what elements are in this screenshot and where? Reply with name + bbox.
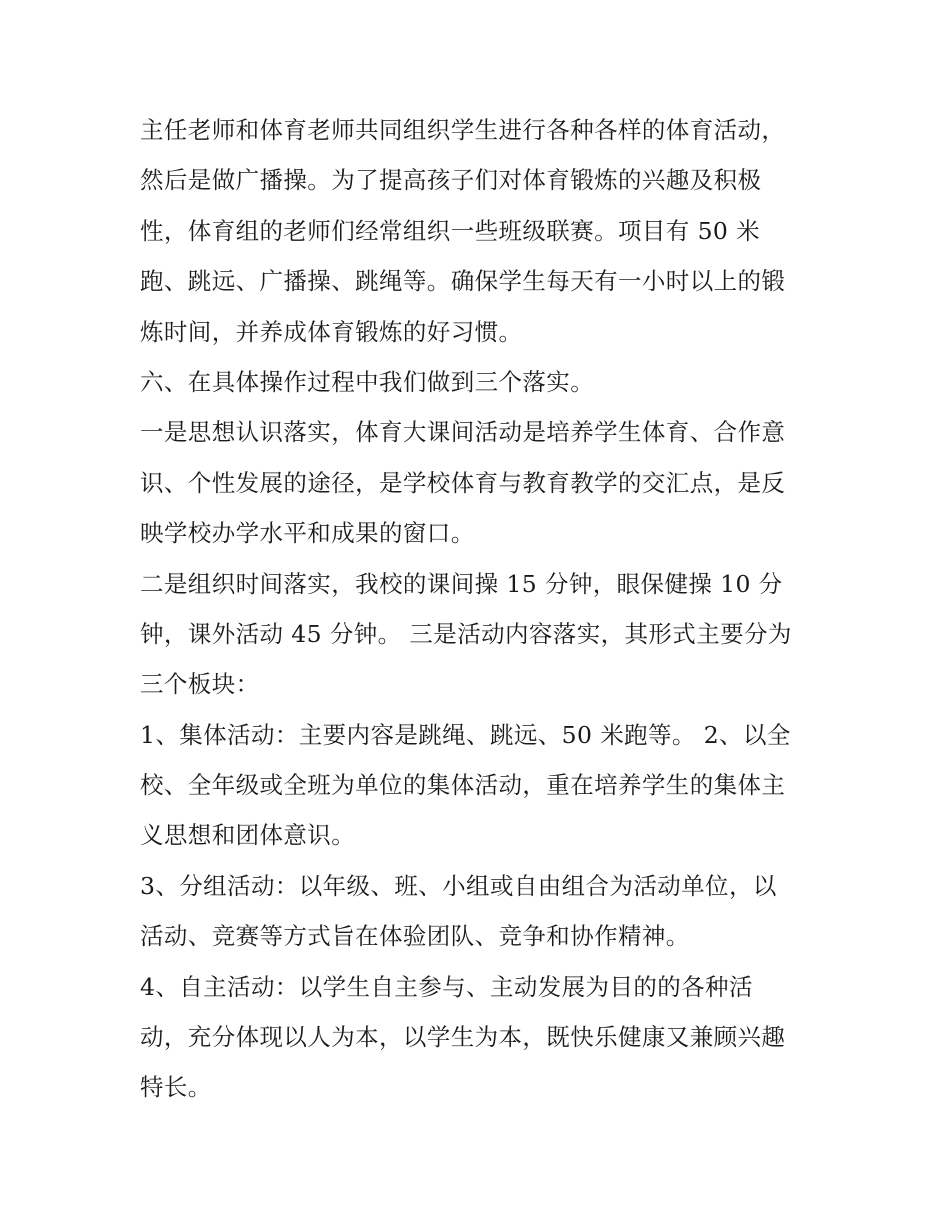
list-item-line: 特长。 bbox=[140, 1073, 212, 1102]
list-item-line: 3、分组活动：以年级、班、小组或自由组合为活动单位，以 bbox=[140, 871, 777, 900]
list-item-line: 4、自主活动：以学生自主参与、主动发展为目的的各种活 bbox=[140, 972, 753, 1001]
text-line: 跑、跳远、广播操、跳绳等。确保学生每天有一小时以上的锻 bbox=[140, 267, 786, 296]
text-line: 映学校办学水平和成果的窗口。 bbox=[140, 519, 475, 548]
text-line: 识、个性发展的途径，是学校体育与教育教学的交汇点，是反 bbox=[140, 468, 786, 497]
text-line: 二是组织时间落实，我校的课间操 15 分钟，眼保健操 10 分 bbox=[140, 569, 783, 598]
text-line: 炼时间，并养成体育锻炼的好习惯。 bbox=[140, 317, 523, 346]
text-line: 三个板块： bbox=[140, 670, 260, 699]
text-line: 一是思想认识落实，体育大课间活动是培养学生体育、合作意 bbox=[140, 418, 786, 447]
document-body bbox=[140, 105, 820, 1113]
list-item-line: 1、集体活动：主要内容是跳绳、跳远、50 米跑等。 2、以全 bbox=[140, 720, 791, 749]
section-heading: 六、在具体操作过程中我们做到三个落实。 bbox=[140, 367, 595, 396]
list-item-line: 校、全年级或全班为单位的集体活动，重在培养学生的集体主 bbox=[140, 771, 786, 800]
text-line: 然后是做广播操。为了提高孩子们对体育锻炼的兴趣及积极 bbox=[140, 166, 762, 195]
text-line: 钟，课外活动 45 分钟。 三是活动内容落实，其形式主要分为 bbox=[140, 619, 792, 648]
list-item-line: 活动、竞赛等方式旨在体验团队、竞争和协作精神。 bbox=[140, 922, 690, 951]
text-line: 性，体育组的老师们经常组织一些班级联赛。项目有 50 米 bbox=[140, 216, 761, 245]
list-item-line: 动，充分体现以人为本，以学生为本，既快乐健康又兼顾兴趣 bbox=[140, 1023, 786, 1052]
text-line: 主任老师和体育老师共同组织学生进行各种各样的体育活动， bbox=[140, 116, 786, 144]
list-item-line: 义思想和团体意识。 bbox=[140, 821, 356, 850]
